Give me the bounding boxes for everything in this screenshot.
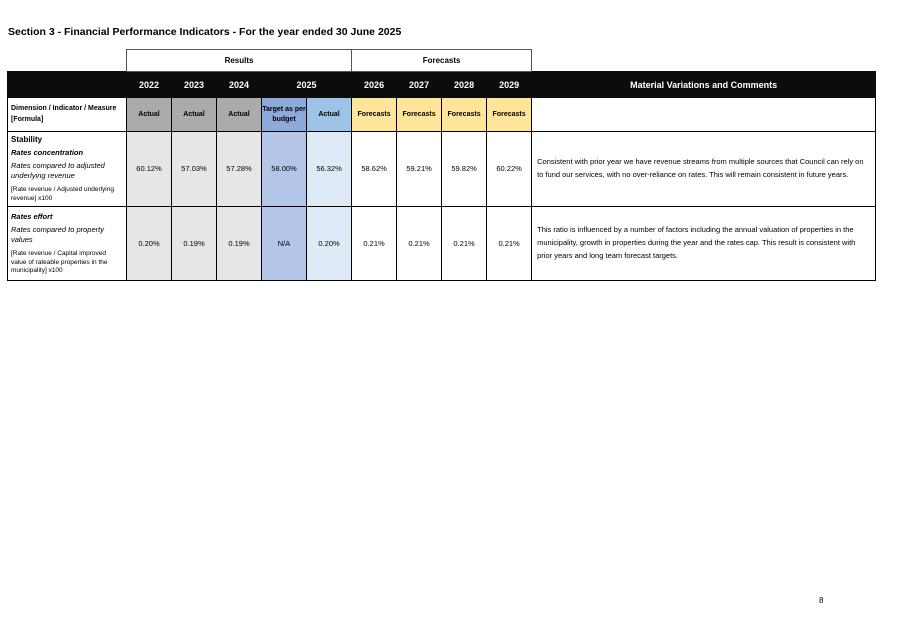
- subheader-forecast-2027: Forecasts: [397, 98, 442, 132]
- value-2029-forecast: 0.21%: [487, 206, 532, 280]
- page-title: Section 3 - Financial Performance Indicators - For the year ended 30 June 2025: [8, 26, 402, 38]
- indicator-cell: [8, 206, 127, 280]
- value-2028-forecast: 0.21%: [442, 206, 487, 280]
- value-2025-actual: 0.20%: [307, 206, 352, 280]
- year-header-2027: 2027: [397, 72, 442, 98]
- value-2024-actual: 57.28%: [217, 132, 262, 207]
- value-2024-actual: 0.19%: [217, 206, 262, 280]
- indicator-label: Rates concentration: [11, 148, 84, 157]
- results-group-header: Results: [127, 50, 352, 72]
- measure-label: Rates compared to adjusted underlying revenue: [11, 161, 105, 181]
- value-2027-forecast: 59.21%: [397, 132, 442, 207]
- subheader-actual-2025: Actual: [307, 98, 352, 132]
- value-2022-actual: 0.20%: [127, 206, 172, 280]
- value-2026-forecast: 0.21%: [352, 206, 397, 280]
- financial-indicators-table: [7, 49, 876, 281]
- value-2027-forecast: 0.21%: [397, 206, 442, 280]
- comment-cell: This ratio is influenced by a number of factors including the annual valuation of properties in the municipality, growth in properties during the year and the rates cap. This result is consistent with prior years and long team forecast targets.: [532, 206, 876, 280]
- value-2022-actual: 60.12%: [127, 132, 172, 207]
- subheader-row: [8, 98, 876, 132]
- table-row-rates-concentration: [8, 132, 876, 207]
- indicator-cell: [8, 132, 127, 207]
- dimension-header-line1: Dimension / Indicator / Measure: [11, 105, 117, 113]
- formula-label: [Rate revenue / Adjusted underlying revenue] x100: [11, 186, 114, 203]
- value-2026-forecast: 58.62%: [352, 132, 397, 207]
- year-header-2029: 2029: [487, 72, 532, 98]
- subheader-actual-2023: Actual: [172, 98, 217, 132]
- value-2025-actual: 56.32%: [307, 132, 352, 207]
- page-number: 8: [819, 596, 824, 605]
- year-header-2022: 2022: [127, 72, 172, 98]
- table-row-rates-effort: [8, 206, 876, 280]
- forecasts-group-header: Forecasts: [352, 50, 532, 72]
- section-label: Stability: [11, 135, 43, 144]
- dimension-header: [8, 98, 127, 132]
- indicator-label: Rates effort: [11, 211, 53, 221]
- comments-header: Material Variations and Comments: [532, 72, 876, 98]
- value-2023-actual: 57.03%: [172, 132, 217, 207]
- measure-label: Rates compared to property values: [11, 224, 104, 244]
- year-header-2023: 2023: [172, 72, 217, 98]
- comment-cell: Consistent with prior year we have revenue streams from multiple sources that Council can rely on to fund our services, with no over-reliance on rates. This will remain consistent in future years.: [532, 132, 876, 207]
- year-header-2026: 2026: [352, 72, 397, 98]
- subheader-target-2025: Target as per budget: [262, 98, 307, 132]
- year-header-spacer: [8, 72, 127, 98]
- dimension-header-line2: [Formula]: [11, 115, 44, 123]
- subheader-forecast-2028: Forecasts: [442, 98, 487, 132]
- value-2025-target: 58.00%: [262, 132, 307, 207]
- value-2025-target: N/A: [262, 206, 307, 280]
- subheader-actual-2024: Actual: [217, 98, 262, 132]
- corner-spacer-cell: [8, 50, 127, 72]
- value-2028-forecast: 59.82%: [442, 132, 487, 207]
- subheader-forecast-2029: Forecasts: [487, 98, 532, 132]
- group-header-row: [8, 50, 876, 72]
- subheader-actual-2022: Actual: [127, 98, 172, 132]
- value-2029-forecast: 60.22%: [487, 132, 532, 207]
- comments-spacer-cell: [532, 50, 876, 72]
- year-header-2024: 2024: [217, 72, 262, 98]
- formula-label: [Rate revenue / Capital improved value of rateable properties in the municipality] x100: [11, 249, 108, 275]
- value-2023-actual: 0.19%: [172, 206, 217, 280]
- year-header-2025: 2025: [262, 72, 352, 98]
- subheader-comments-blank: [532, 98, 876, 132]
- year-header-2028: 2028: [442, 72, 487, 98]
- subheader-forecast-2026: Forecasts: [352, 98, 397, 132]
- year-header-row: [8, 72, 876, 98]
